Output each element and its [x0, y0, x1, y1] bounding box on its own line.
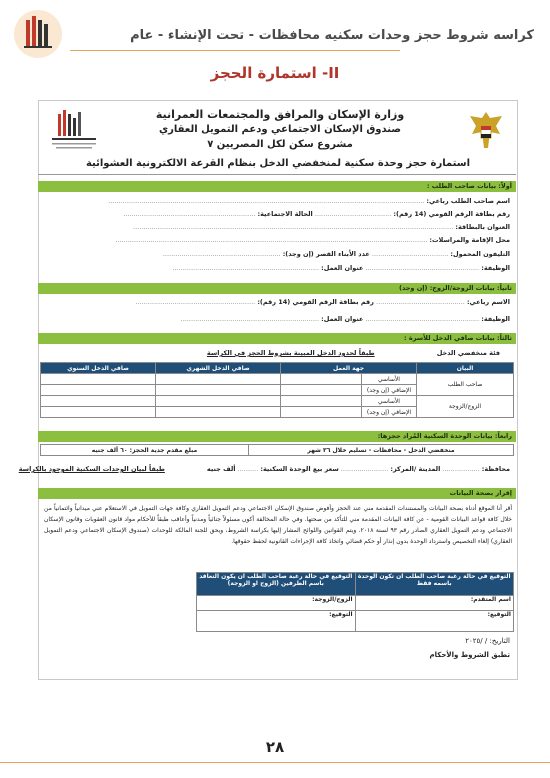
city-field[interactable]: .......................	[340, 465, 389, 473]
spouse-section-bar: ثانياً: بيانات الزوجة/الزوج: (إن وجد)	[38, 283, 516, 294]
unit-table	[40, 444, 514, 456]
sign-single-label: التوقيع:	[487, 611, 511, 618]
unit-section-bar: رابعاً: بيانات الوحدة السكنية المُراد حجزها:	[38, 431, 516, 442]
spouse-job-field[interactable]: .......................................................	[365, 315, 480, 323]
residence-label: محل الإقامة والمراسلات:	[429, 236, 510, 244]
logo-icon	[12, 8, 64, 60]
declaration-bar: إقرار بصحة البيانات	[38, 488, 516, 499]
income-header-employer: جهة العمل	[281, 363, 417, 374]
income-cell[interactable]	[156, 396, 281, 407]
income-section-bar: ثالثاً: بيانات صافي الدخل للأسرة :	[38, 333, 516, 344]
applicant-nid-label: رقم بطاقة الرقم القومي (14 رقم):	[393, 210, 510, 218]
price-label: سعر بيع الوحدة السكنية:	[260, 465, 339, 473]
work-address-label: عنوان العمل:	[321, 264, 364, 272]
income-category-value: طبقاً لحدود الدخل المبينة بشروط الحجز في الكراسة	[206, 349, 375, 357]
governorate-label: محافظة:	[481, 465, 510, 473]
mobile-row[interactable]	[44, 250, 510, 258]
unit-delivery: منخفضي الدخل - محافظات - تسليم خلال ٣٦ شهر	[249, 445, 514, 456]
signature-single-head: التوقيع في حالة رغبة صاحب الطلب ان تكون الوحدة باسمه فقط	[355, 573, 513, 596]
residence-field[interactable]: .......................................................................................................................................................	[115, 236, 428, 244]
spouse-name-label: الاسم رباعي:	[466, 298, 510, 306]
income-extra-label: الإضافي (إن وجد)	[362, 407, 417, 418]
marital-field[interactable]: ................................................................	[123, 210, 256, 218]
ministry-name: وزارة الإسكان والمرافق والمجتمعات العمرانية	[155, 108, 405, 121]
sign-joint[interactable]	[197, 611, 356, 632]
applicant-name-signature[interactable]	[355, 596, 513, 611]
declaration-text: أقر أنا الموقع أدناه بصحة البيانات والمستندات المقدمة مني عند الحجز وأفوض صندوق الإسكان الاجتماعي ودعم التمويل العقاري وكافة جهات التمويل في الاستعلام عني ميدانياً وائتمانياً من خلال كافة قواعد البيانات القومية - عن كافة البيانات المقدمة مني للتأكد من صحتها. وفي حالة المخالفة أكون مسئولاً جنائياً ومدنياً وأعاقب طبقاً للأحكام مواد قانون العقوبات وقانون الإسكان الاجتماعي ودعم التمويل العقاري الصادر رقم ٩٣ لسنة ٢٠١٨. ويتم القوانين واللوائح المشار إليها بكراسة الشروط، ويحق للجنة المالكة للوحدات (صندوق الإسكان الاجتماعي ودعم التمويل العقاري) إلغاء التخصيص واسترداد الوحدة بدون إنذار أو حكم قضائي واتخاذ كافة الإجراءات القانونية لحفظ حقوقها.	[44, 505, 512, 545]
applicant-name-field[interactable]: .........................................................................................................................................................	[108, 197, 425, 205]
income-cell[interactable]	[281, 407, 362, 418]
income-category-row	[80, 349, 500, 357]
income-cell[interactable]	[281, 396, 362, 407]
city-label: المدينة /المركز:	[390, 465, 441, 473]
income-header-annual: صافي الدخل السنوي	[41, 363, 156, 374]
eagle-emblem-icon	[466, 108, 506, 156]
sign-single[interactable]	[355, 611, 513, 632]
income-cell[interactable]	[41, 407, 156, 418]
job-field[interactable]: .......................................................	[365, 264, 480, 272]
fund-name: صندوق الإسكان الاجتماعي ودعم التمويل العقاري	[158, 124, 402, 135]
mobile-field[interactable]: .....................................	[371, 250, 449, 258]
project-name: مشروع سكن لكل المصريين ٧	[207, 139, 353, 150]
unit-deposit: مبلغ مقدم جدية الحجز: ٦٠ ألف جنيه	[41, 445, 249, 456]
marital-label: الحالة الاجتماعية:	[257, 210, 313, 218]
spouse-work-address-field[interactable]: ...................................................................	[180, 315, 320, 323]
income-category-label: فئة منخفضي الدخل	[436, 349, 500, 357]
residence-row[interactable]	[44, 236, 510, 244]
mobile-label: التليفون المحمول:	[450, 250, 510, 258]
applicant-nid-row[interactable]	[44, 210, 510, 218]
income-cell[interactable]	[156, 385, 281, 396]
income-cell[interactable]	[41, 374, 156, 385]
spouse-name-row[interactable]	[44, 298, 510, 306]
income-spouse-label: الزوج/الزوجة	[417, 396, 514, 418]
document-title: كراسه شروط حجز وحدات سكنيه محافظات - تحت الإنشاء - عام	[130, 28, 534, 43]
applicant-name-row[interactable]	[44, 197, 510, 205]
applicant-section-bar: أولاً: بيانات صاحب الطلب :	[38, 181, 516, 192]
income-cell[interactable]	[156, 374, 281, 385]
spouse-nid-label: رقم بطاقة الرقم القومي (14 رقم):	[257, 298, 374, 306]
date-field[interactable]: التاريخ: / /٢٠٢٥	[465, 637, 510, 645]
price-note: طبقاً لبيان الوحدات السكنية الموجود بالكراسة	[18, 465, 165, 473]
spouse-job-row[interactable]	[44, 315, 510, 323]
spouse-nid-field[interactable]: ..........................................................	[135, 298, 256, 306]
address-field[interactable]: ...........................................................................................................................................................	[133, 223, 454, 231]
income-cell[interactable]	[41, 396, 156, 407]
page-number: ٢٨	[265, 738, 285, 756]
terms-note: تطبق الشروط والأحكام	[429, 651, 510, 659]
income-basic-label: الأساسي	[362, 396, 417, 407]
signature-joint-head: التوقيع في حالة رغبة صاحب الطلب ان يكون التعاقد باسم الطرفين (الزوج او الزوجة)	[197, 573, 356, 596]
sign-joint-label: التوقيع:	[329, 611, 353, 618]
header-divider	[70, 50, 400, 51]
spouse-work-address-label: عنوان العمل:	[321, 315, 364, 323]
address-row[interactable]	[44, 223, 510, 231]
income-cell[interactable]	[41, 385, 156, 396]
governorate-field[interactable]: ..................	[442, 465, 480, 473]
job-label: الوظيفة:	[481, 264, 510, 272]
section-title: II- استمارة الحجز	[210, 64, 340, 82]
address-label: العنوان بالبطاقة:	[455, 223, 510, 231]
income-cell[interactable]	[281, 385, 362, 396]
header-rule	[38, 174, 516, 175]
income-cell[interactable]	[281, 374, 362, 385]
spouse-sig-label: الزوج/الزوجة:	[312, 596, 353, 603]
income-extra-label: الإضافي (إن وجد)	[362, 385, 417, 396]
applicant-name-label: اسم صاحب الطلب رباعي:	[426, 197, 510, 205]
job-row[interactable]	[44, 264, 510, 272]
income-header-monthly: صافي الدخل الشهري	[156, 363, 281, 374]
income-applicant-label: صاحب الطلب	[417, 374, 514, 396]
income-header-item: البيان	[417, 363, 514, 374]
spouse-name-field[interactable]: ...........................................	[376, 298, 465, 306]
spouse-signature[interactable]	[197, 596, 356, 611]
income-basic-label: الأساسي	[362, 374, 417, 385]
income-cell[interactable]	[156, 407, 281, 418]
price-unit: ألف جنيه	[206, 465, 236, 473]
applicant-nid-field[interactable]: .....................................	[314, 210, 392, 218]
minors-field[interactable]: .........................................................	[162, 250, 281, 258]
price-field[interactable]: ..........	[237, 465, 259, 473]
unit-location-row[interactable]	[18, 465, 510, 473]
footer-rule	[0, 762, 550, 763]
applicant-name-sig-label: اسم المتقدم:	[470, 596, 511, 603]
work-address-field[interactable]: .......................................................................	[172, 264, 320, 272]
minors-label: عدد الأبناء القصر (إن وجد):	[282, 250, 370, 258]
signature-table	[196, 572, 514, 632]
spouse-job-label: الوظيفة:	[481, 315, 510, 323]
income-table	[40, 362, 514, 418]
form-title: استمارة حجز وحدة سكنية لمنخفضي الدخل بنظام القرعة الالكترونية العشوائية	[85, 158, 471, 169]
